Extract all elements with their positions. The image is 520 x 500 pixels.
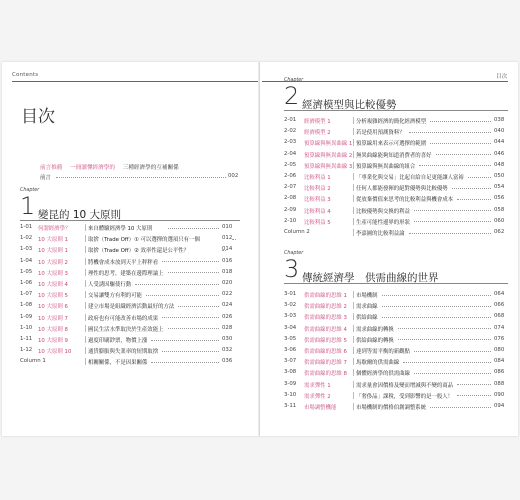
toc-divider [353, 151, 354, 158]
toc-row [284, 229, 510, 239]
toc-page: 056 [494, 195, 505, 202]
dot-leader [146, 291, 219, 296]
toc-number: 2-03 [284, 139, 297, 146]
chapter-number: 2 [284, 82, 300, 110]
chapter-number: 3 [284, 255, 300, 283]
toc-number: 2-07 [284, 184, 297, 191]
toc-divider [353, 403, 354, 410]
toc-row [20, 258, 242, 268]
toc-tag: 10 大原則 5 [38, 293, 68, 300]
toc-page: 020 [222, 280, 233, 286]
toc-text: 需求曲線的轉換 [356, 326, 394, 333]
toc-text: 相關關係，不是因果關係 [88, 360, 148, 367]
dot-leader [382, 291, 491, 296]
running-head: Contents [12, 72, 39, 78]
toc-tag: 經濟模型 2 [304, 130, 331, 137]
toc-tag: 比較利益 2 [304, 186, 331, 193]
toc-text: 達到等需平衡的新觀點 [356, 349, 410, 355]
running-head: 目次 [496, 74, 508, 80]
dot-leader [414, 369, 491, 374]
dot-leader [232, 235, 236, 240]
dot-leader [457, 195, 491, 200]
chapter-label: Chapter [284, 251, 304, 256]
toc-divider [353, 358, 354, 365]
toc-number: 1-12 [20, 347, 33, 354]
dot-leader [436, 151, 491, 156]
toc-number: 2-09 [284, 206, 297, 213]
toc-divider [353, 218, 354, 225]
left-page [2, 62, 260, 436]
toc-page: 076 [494, 335, 505, 342]
toc-tag: 供需曲線的思維 7 [304, 360, 347, 367]
toc-text: 需求量會因價格及變而增減與不變的商品 [356, 382, 454, 389]
dot-leader [135, 280, 219, 285]
toc-tag: 供需曲線的思維 1 [304, 293, 347, 299]
dot-leader [403, 358, 491, 363]
toc-divider [353, 369, 354, 376]
toc-page: 068 [494, 313, 505, 320]
toc-row [20, 280, 242, 290]
dot-leader [430, 117, 491, 122]
dot-leader [457, 392, 491, 397]
toc-page: 018 [222, 268, 233, 275]
toc-number: 1-03 [20, 246, 33, 253]
toc-number: 2-01 [284, 117, 297, 123]
dot-leader [162, 347, 219, 352]
toc-text: 任何人都能發揮的絕對優勢與比較優勢 [356, 186, 448, 193]
toc-number: 3-07 [284, 358, 297, 365]
chapter-label: Chapter [20, 188, 40, 193]
chapter-rule [20, 220, 240, 221]
toc-row [284, 139, 510, 149]
toc-divider [353, 302, 354, 309]
toc-text: 供給曲線的轉換 [356, 337, 394, 344]
toc-text: 預算線與無異曲線的組合 [356, 163, 416, 170]
toc-number: 1-04 [20, 257, 33, 264]
toc-text: 生產可能性邊界的形狀 [356, 219, 410, 226]
toc-row [284, 302, 510, 312]
toc-divider [85, 336, 86, 343]
toc-divider [353, 128, 354, 135]
toc-row [20, 291, 242, 301]
page-title: 目次 [21, 107, 55, 127]
toc-divider [85, 291, 86, 298]
dot-leader [398, 325, 491, 330]
toc-page: 090 [494, 391, 505, 398]
toc-page: 036 [222, 358, 233, 365]
toc-number: 3-05 [284, 335, 297, 342]
toc-divider [85, 269, 86, 276]
intro-text: 三種經濟學的互補關係 [122, 165, 179, 171]
dot-leader [56, 173, 226, 178]
toc-text: 分析複雜經濟的簡化經濟模型 [356, 119, 427, 125]
toc-row [20, 314, 242, 324]
intro-sub: 一冊讀懂經濟學的 [70, 165, 115, 171]
toc-number: 2-04 [284, 150, 297, 157]
toc-number: 2-10 [284, 217, 297, 224]
toc-text: 市場機制的價格伯創調整系統 [356, 405, 427, 411]
dot-leader [151, 358, 219, 363]
dot-leader [414, 218, 491, 223]
toc-number: 1-05 [20, 268, 33, 275]
toc-divider [353, 184, 354, 191]
toc-tag: 10 大原則 1 [38, 237, 68, 244]
toc-divider [85, 347, 86, 354]
toc-tag: 供需曲線的思維 5 [304, 337, 347, 344]
toc-number: 3-10 [284, 391, 297, 398]
toc-text: 供給曲線 [356, 315, 378, 322]
dot-leader [409, 128, 491, 133]
dot-leader [452, 184, 491, 189]
toc-page: 040 [494, 128, 505, 135]
header-rule [12, 81, 258, 82]
toc-text: 國民生活水準取決於生產效能上 [88, 326, 164, 333]
dot-leader [168, 269, 219, 274]
dot-leader [430, 403, 491, 408]
toc-row [284, 291, 510, 301]
toc-text: 若是使用預測資料？ [356, 130, 405, 137]
toc-number: Column 1 [20, 358, 46, 365]
toc-number: 3-03 [284, 313, 297, 320]
toc-divider [353, 173, 354, 180]
toc-page: 014 [222, 246, 233, 253]
chapter-label: Chapter [284, 78, 304, 83]
toc-row [20, 235, 242, 245]
toc-divider [85, 302, 86, 309]
toc-page: 022 [222, 291, 233, 298]
dot-leader [382, 302, 491, 307]
toc-row [284, 207, 510, 217]
toc-page: 062 [494, 229, 505, 235]
toc-text: 馬歇爾的供需曲線 [356, 360, 400, 367]
toc-number: 1-01 [20, 224, 33, 230]
toc-row [20, 325, 242, 335]
toc-number: 2-06 [284, 173, 297, 179]
toc-tag: 10 大原則 9 [38, 338, 68, 344]
toc-page: 032 [222, 347, 233, 354]
toc-tag: 供需曲線的思維 2 [304, 304, 347, 311]
toc-number: 1-08 [20, 302, 33, 309]
chapter-rule [284, 110, 508, 111]
toc-row [284, 369, 510, 379]
toc-tag: 10 大原則 2 [38, 259, 68, 266]
toc-page: 038 [494, 117, 505, 123]
toc-tag: 供需曲線的思維 4 [304, 326, 347, 333]
toc-row [40, 173, 240, 183]
chapter-title: 經濟模型與比較優勢 [302, 99, 397, 111]
toc-tag: 10 大原則 8 [38, 326, 68, 333]
toc-number: 1-11 [20, 336, 33, 342]
toc-divider [353, 229, 354, 236]
toc-text: 取捨（Trade Off）② 效率性還是公平性？ [88, 248, 190, 255]
toc-row [284, 151, 510, 161]
toc-row [284, 117, 510, 127]
toc-number: 2-05 [284, 161, 297, 168]
toc-text: 交易讓雙方有利的可能 [88, 293, 142, 300]
toc-divider [353, 347, 354, 354]
toc-number: 3-06 [284, 347, 297, 353]
toc-page: 024 [222, 302, 233, 309]
toc-divider [353, 336, 354, 343]
toc-text: 預算線用來表示可選擇的範圍 [356, 141, 427, 148]
toc-page: 016 [222, 257, 233, 264]
toc-divider [353, 291, 354, 298]
toc-tag: 供需曲線的思維 3 [304, 315, 347, 322]
toc-text: 前言 [40, 175, 51, 181]
dot-leader [382, 313, 491, 318]
toc-row [284, 173, 510, 183]
toc-row [20, 246, 242, 256]
toc-divider [353, 139, 354, 146]
intro-tag: 前言推薦 [40, 165, 63, 171]
toc-row [284, 403, 510, 413]
toc-page: 010 [222, 224, 233, 230]
toc-number: 1-02 [20, 235, 33, 242]
toc-divider [353, 117, 354, 124]
dot-leader [468, 173, 491, 178]
dot-leader [178, 302, 219, 307]
toc-tag: 10 大原則 6 [38, 304, 68, 311]
toc-divider [85, 358, 86, 365]
toc-divider [353, 195, 354, 202]
toc-text: 市場機制 [356, 293, 378, 299]
toc-page: 094 [494, 403, 505, 409]
toc-row [284, 184, 510, 194]
toc-row [284, 392, 510, 402]
toc-page: 086 [494, 369, 505, 376]
toc-tag: 市場調整機能 [304, 405, 337, 411]
toc-tag: 需求彈性 1 [304, 382, 331, 389]
toc-page: 046 [494, 150, 505, 157]
dot-leader [398, 336, 491, 341]
toc-text: 「奢侈品」課稅，受到影響的是一般人！ [356, 393, 454, 400]
toc-number: 1-07 [20, 291, 33, 298]
toc-row [20, 302, 242, 312]
toc-tag: 比較利益 1 [304, 175, 331, 181]
toc-tag: 10 大原則 10 [38, 349, 72, 356]
toc-number: 1-09 [20, 313, 33, 320]
dot-leader [168, 325, 219, 330]
toc-page: 064 [494, 291, 505, 297]
toc-text: 需求曲線 [356, 304, 378, 311]
toc-divider [353, 207, 354, 214]
toc-text: 來自體驗經濟學 10 大原則 [88, 226, 153, 232]
toc-page: 048 [494, 161, 505, 168]
toc-tag: 預算線與無異曲線 3 [304, 163, 353, 170]
toc-number: 3-09 [284, 380, 297, 387]
toc-divider [85, 314, 86, 321]
toc-tag: 10 大原則 7 [38, 315, 68, 322]
toc-tag: 經濟模型 1 [304, 119, 331, 125]
toc-divider [85, 280, 86, 287]
toc-row [284, 195, 510, 205]
dot-leader [151, 336, 219, 341]
right-page [260, 62, 518, 436]
toc-page: 074 [494, 324, 505, 331]
toc-text: 個體經濟學的供需曲線 [356, 371, 410, 378]
dot-leader [430, 139, 491, 144]
toc-divider [85, 246, 86, 253]
toc-row [284, 325, 510, 335]
toc-row [20, 336, 242, 346]
chapter-rule [284, 283, 508, 284]
toc-divider [353, 325, 354, 332]
dot-leader [419, 162, 491, 167]
toc-number: 3-11 [284, 403, 297, 409]
toc-number: 3-01 [284, 291, 297, 297]
toc-tag: 比較利益 3 [304, 197, 331, 204]
dot-leader [162, 258, 219, 263]
toc-text: 過度印刷鈔票，物價上漲 [88, 338, 148, 344]
toc-number: 1-06 [20, 280, 33, 286]
toc-page: 030 [222, 336, 233, 342]
toc-row [284, 162, 510, 172]
toc-row [284, 128, 510, 138]
toc-text: 比較優勢與交換的利益 [356, 208, 410, 215]
toc-page: 002 [228, 173, 239, 179]
toc-row [20, 347, 242, 357]
toc-number: 3-08 [284, 369, 297, 376]
chapter-title: 變昆的 10 大原則 [38, 209, 122, 221]
toc-page: 012 [222, 235, 233, 242]
toc-page: 050 [494, 173, 505, 179]
toc-text: 「專業化與交易」比起自給自足更能讓人富裕 [356, 175, 464, 181]
toc-divider [85, 325, 86, 332]
toc-divider [85, 235, 86, 242]
toc-page: 060 [494, 217, 505, 224]
toc-divider [353, 381, 354, 388]
toc-page: 028 [222, 324, 233, 331]
toc-row [284, 381, 510, 391]
toc-text: 無異曲線能夠知道消費者的喜好 [356, 152, 432, 159]
dot-leader [414, 207, 491, 212]
toc-page: 080 [494, 347, 505, 353]
toc-row [284, 358, 510, 368]
toc-number: 2-08 [284, 195, 297, 202]
toc-divider [353, 313, 354, 320]
toc-divider [353, 162, 354, 169]
toc-tag: 比較利益 5 [304, 219, 331, 226]
toc-row [284, 336, 510, 346]
toc-text: 李嘉圖的比較利益論 [356, 231, 405, 237]
toc-text: 從放棄價值來思考的比較利益與機會成本 [356, 197, 454, 204]
toc-text: 人受誘因驅使行動 [88, 282, 132, 288]
toc-row [20, 358, 242, 368]
toc-divider [353, 392, 354, 399]
toc-tag: 比較利益 4 [304, 208, 331, 215]
toc-row [284, 218, 510, 228]
toc-text: 政府也有可能改善市場的成果 [88, 315, 159, 322]
toc-row [20, 269, 242, 279]
toc-page: 058 [494, 206, 505, 213]
toc-number: 3-04 [284, 324, 297, 331]
dot-leader [457, 381, 491, 386]
chapter-number: 1 [20, 192, 36, 220]
intro-line [40, 163, 179, 171]
toc-divider [85, 258, 86, 265]
toc-text: 理性的思考，建築在邊際理論上 [88, 270, 164, 277]
toc-tag: 10 大原則 1 [38, 248, 68, 255]
toc-tag: 10 大原則 3 [38, 270, 68, 277]
book-spread [2, 62, 518, 436]
toc-text: 將機會成本放到天平上秤秤看 [88, 259, 159, 266]
toc-tag: 供需曲線的思維 6 [304, 349, 347, 355]
toc-tag: 何謂經濟學？ [38, 226, 71, 232]
toc-text: 取捨（Trade Off）① 可以選擇的選項只有一個 [88, 237, 200, 244]
toc-number: 2-02 [284, 128, 297, 135]
dot-leader [168, 224, 219, 229]
toc-tag: 供需曲線的思維 8 [304, 371, 347, 378]
toc-page: 054 [494, 184, 505, 191]
dot-leader [414, 347, 491, 352]
toc-row [284, 313, 510, 323]
toc-page: 088 [494, 380, 505, 387]
toc-text: 建立市場是組織經濟活動最好的方法 [88, 304, 175, 311]
toc-tag: 10 大原則 4 [38, 282, 68, 288]
toc-tag: 預算線與無異曲線 2 [304, 152, 353, 159]
toc-row [20, 224, 242, 234]
toc-row [284, 347, 510, 357]
dot-leader [162, 314, 219, 319]
toc-divider [85, 224, 86, 231]
toc-number: 1-10 [20, 324, 33, 331]
toc-page: 066 [494, 302, 505, 309]
toc-text: 通貨膨脹與失業率的短期取捨 [88, 349, 159, 356]
toc-number: Column 2 [284, 229, 310, 235]
toc-number: 3-02 [284, 302, 297, 309]
toc-page: 026 [222, 313, 233, 320]
toc-tag: 預算線與無異曲線 1 [304, 141, 353, 148]
toc-page: 084 [494, 358, 505, 365]
toc-tag: 需求彈性 2 [304, 393, 331, 400]
dot-leader [409, 229, 491, 234]
toc-page: 044 [494, 139, 505, 146]
chapter-title: 傳統經濟學 供需曲線的世界 [302, 272, 439, 284]
